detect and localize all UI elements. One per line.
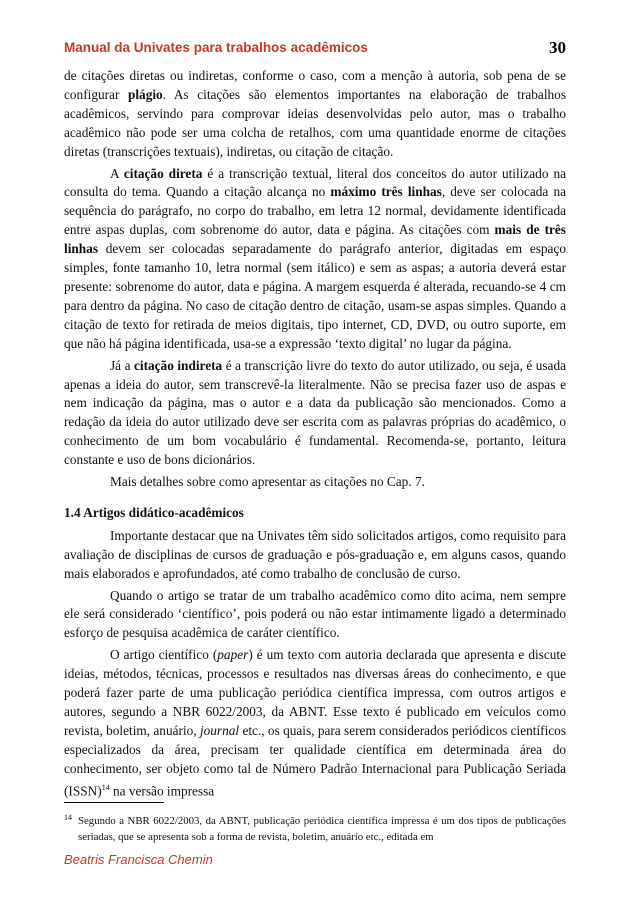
footnote-number: 14: [64, 813, 72, 822]
running-header: [64, 40, 566, 60]
paragraph-2: [64, 165, 566, 354]
header-title: Manual da Univates para trabalhos acadêmicos: [64, 40, 368, 55]
paragraph-5: Importante destacar que na Univates têm sido solicitados artigos, como requisito para avaliação de disciplinas de cursos de graduação e pós-graduação e, em alguns casos, quando mais elaborados e aprofundados, até como trabalho de conclusão de curso.: [64, 527, 566, 581]
paragraph-6: Quando o artigo se tratar de um trabalho acadêmico como dito acima, nem sempre ele será considerado ‘científico’, pois poderá ou não estar intimamente ligado a determinado esforço de pesquisa acadêmica de caráter científico.: [64, 587, 566, 641]
section-heading: 1.4 Artigos didático-acadêmicos: [64, 504, 244, 520]
footnote-text: Segundo a NBR 6022/2003, da ABNT, publicação periódica científica impressa é um dos tipos de publicações seriadas, que se apresenta sob a forma de revista, boletim, anuário etc., editada em: [78, 815, 566, 843]
p2-bold-citacao-direta: citação direta: [123, 165, 203, 181]
body-text: [64, 67, 566, 801]
footnote-divider: [64, 802, 164, 803]
paragraph-7: [64, 646, 566, 801]
paragraph-1: [64, 67, 566, 162]
footer-author: Beatris Francisca Chemin: [64, 852, 213, 867]
p7-text-f: na versão impressa: [109, 783, 215, 799]
footnote: [64, 810, 566, 845]
p3-bold-citacao-indireta: citação indireta: [133, 357, 223, 373]
p1-text-c: . As citações são elementos importantes na elaboração de trabalhos acadêmicos, servindo para comprovar ideias desenvolvidas pelo autor, mas o trabalho acadêmico não pode ser uma colcha de retalhos, com uma quantidade enorme de citações diretas (transcrições textuais), indiretas, ou citação de citação.: [64, 86, 566, 159]
paragraph-3: [64, 357, 566, 470]
p3-text-c: é a transcrição livre do texto do autor utilizado, ou seja, é usada apenas a ideia do autor, sem transcrevê-la literalmente. Não se precisa fazer uso de aspas e nem indicação da página, mas o autor e a data da publicação são mencionados. Como a redação da ideia do autor utilizado deve ser escrita com as palavras próprias do acadêmico, o conhecimento de um bom vocabulário é fundamental. Recomenda-se, portanto, leitura constante e uso de bons dicionários.: [64, 357, 567, 468]
p7-italic-paper: paper: [217, 647, 249, 663]
p3-text-a: Já a: [110, 357, 134, 373]
p7-text-c: ) é um texto com autoria declarada que apresenta e discute ideias, métodos, técnicas, processos e resultados nas diversas áreas do conhecimento, e que poderá fazer parte de uma publicação periódica científica impressa, com outros artigos e autores, segundo a NBR 6022/2003, da ABNT. Esse texto é publicado em veículos como revista, boletim, anuário,: [64, 647, 566, 738]
p1-text-a: de citações diretas ou indiretas, conforme o caso, com a menção à autoria, sob pena de se configurar: [64, 68, 566, 102]
p7-italic-journal: journal: [199, 722, 240, 738]
p2-bold-maximo: máximo três linhas: [330, 184, 442, 200]
footnote-reference[interactable]: 14: [101, 782, 110, 792]
footnote-body: [64, 810, 566, 845]
p2-text-g: devem ser colocadas separadamente do parágrafo anterior, digitadas em espaço simples, fonte tamanho 10, letra normal (sem itálico) e sem as aspas; a autoria deverá estar presente: sobrenome do autor, data e página. A margem esquerda é alterada, recuando-se 4 cm para dentro da página. No caso de citação dentro de citação, usam-se aspas simples. Quando a citação de texto for retirada de meios digitais, tipo internet, CD, DVD, ou outro suporte, em que não há página identificada, usa-se a expressão ‘texto digital’ no lugar da página.: [64, 241, 566, 351]
p2-text-c: é a transcrição textual, literal dos conceitos do autor utilizado na consulta do tema. Quando a citação alcança no: [64, 165, 566, 200]
p7-text-a: O artigo científico (: [110, 647, 218, 663]
p7-text-e: etc., os quais, para serem considerados periódicos científicos especializados da área, precisam ter qualidade científica em determinada área do conhecimento, ser objeto como tal de Número Padrão Internacional para Publicação Seriada (ISSN): [64, 722, 566, 799]
p2-text-e: , deve ser colocada na sequência do parágrafo, no corpo do trabalho, em letra 12 normal, devidamente identificada entre aspas duplas, com sobrenome do autor, data e página. As citações com: [64, 184, 566, 238]
p2-text-a: A: [110, 165, 124, 181]
p1-bold-plagio: plágio: [127, 86, 163, 102]
page-number: 30: [549, 38, 566, 57]
paragraph-4: Mais detalhes sobre como apresentar as citações no Cap. 7.: [110, 474, 425, 490]
p2-bold-mais: mais de três linhas: [64, 222, 566, 257]
